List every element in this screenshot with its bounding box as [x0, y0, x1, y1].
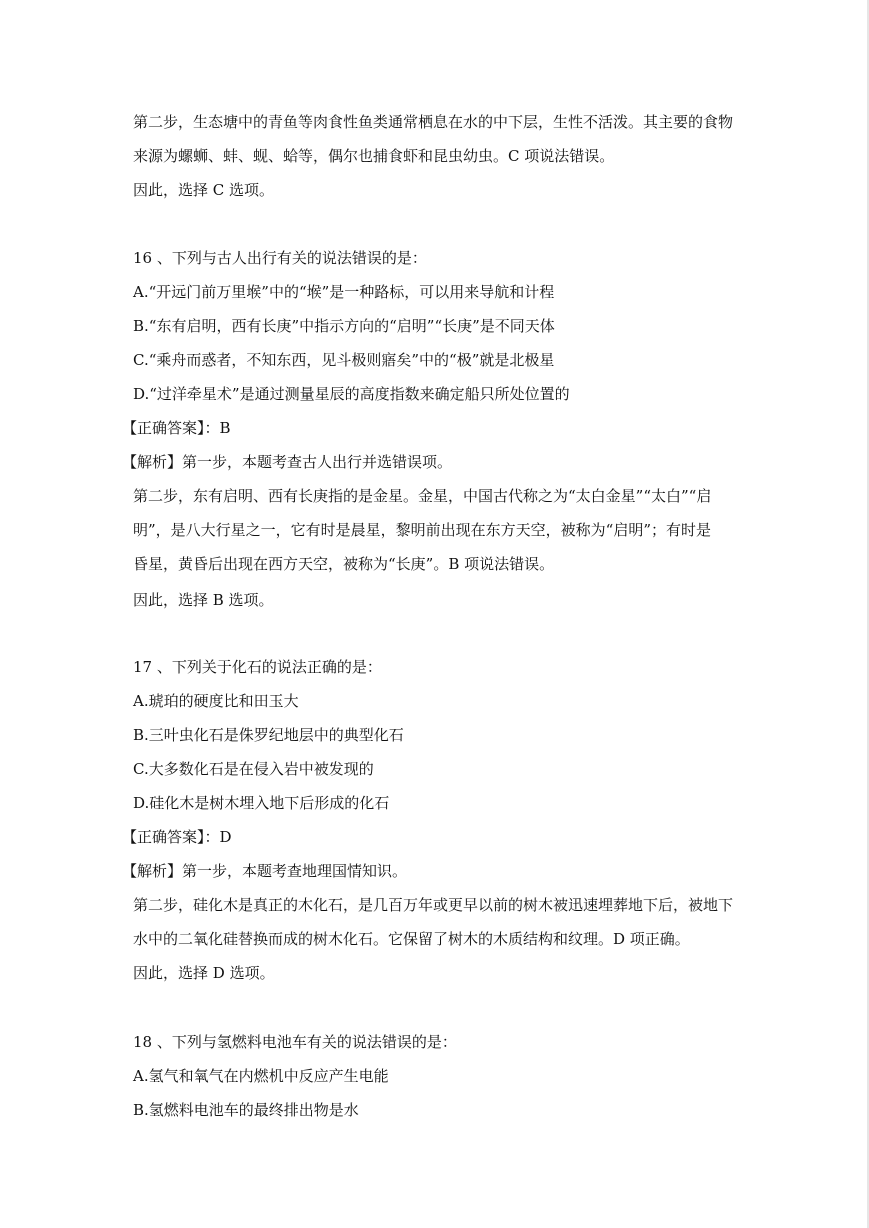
q16-answer-line	[122, 418, 231, 438]
q16-option-c: C.“乘舟而惑者，不知东西，见斗极则寤矣”中的“极”就是北极星	[133, 351, 555, 369]
q16-analysis-step2-line1: 第二步，东有启明、西有长庚指的是金星。金星，中国古代称之为“太白金星”“太白”“启	[133, 487, 712, 505]
q16-option-a: A.“开远门前万里堠”中的“堠”是一种路标，可以用来导航和计程	[133, 283, 555, 301]
answer-value: ：B	[204, 419, 231, 437]
q17-option-c: C.大多数化石是在侵入岩中被发现的	[133, 760, 374, 778]
analysis-step1: 第一步，本题考查地理国情知识。	[182, 862, 408, 880]
q17-option-a: A.琥珀的硬度比和田玉大	[133, 692, 299, 710]
analysis-label: 【解析】	[122, 453, 183, 471]
q18-question: 18 、下列与氢燃料电池车有关的说法错误的是：	[133, 1033, 457, 1051]
q16-option-b: B.“东有启明，西有长庚”中指示方向的“启明”“长庚”是不同天体	[133, 317, 555, 335]
q17-analysis-step2-line2: 水中的二氧化硅替换而成的树木化石。它保留了树木的木质结构和纹理。D 项正确。	[133, 930, 690, 948]
answer-label: 【正确答案】	[122, 828, 205, 846]
q15-analysis-step2-line1: 第二步，生态塘中的青鱼等肉食性鱼类通常栖息在水的中下层，生性不活泼。其主要的食物	[133, 113, 734, 131]
q17-option-b: B.三叶虫化石是侏罗纪地层中的典型化石	[133, 726, 404, 744]
q16-analysis-step2-line3: 昏星，黄昏后出现在西方天空，被称为“长庚”。B 项说法错误。	[133, 555, 555, 573]
q17-answer-line	[122, 827, 232, 847]
q17-option-d: D.硅化木是树木埋入地下后形成的化石	[133, 794, 390, 812]
q16-conclusion: 因此，选择 B 选项。	[133, 591, 274, 609]
answer-label: 【正确答案】	[122, 419, 205, 437]
q15-conclusion: 因此，选择 C 选项。	[133, 181, 275, 199]
q16-analysis-line	[122, 452, 452, 472]
q17-analysis-step2-line1: 第二步，硅化木是真正的木化石，是几百万年或更早以前的树木被迅速埋葬地下后，被地下	[133, 896, 734, 914]
q18-option-b: B.氢燃料电池车的最终排出物是水	[133, 1101, 359, 1119]
q17-question: 17 、下列关于化石的说法正确的是：	[133, 658, 382, 676]
q16-question: 16 、下列与古人出行有关的说法错误的是：	[133, 249, 427, 267]
q16-analysis-step2-line2: 明”，是八大行星之一，它有时是晨星，黎明前出现在东方天空，被称为“启明”；有时是	[133, 521, 712, 539]
q15-analysis-step2-line2: 来源为螺蛳、蚌、蚬、蛤等，偶尔也捕食虾和昆虫幼虫。C 项说法错误。	[133, 147, 615, 165]
q17-analysis-line	[122, 861, 407, 881]
q17-conclusion: 因此，选择 D 选项。	[133, 964, 275, 982]
q16-option-d: D.“过洋牵星术”是通过测量星辰的高度指数来确定船只所处位置的	[133, 385, 570, 403]
analysis-step1: 第一步，本题考查古人出行并选错误项。	[182, 453, 453, 471]
answer-value: ：D	[204, 828, 232, 846]
q18-option-a: A.氢气和氧气在内燃机中反应产生电能	[133, 1067, 389, 1085]
analysis-label: 【解析】	[122, 862, 183, 880]
